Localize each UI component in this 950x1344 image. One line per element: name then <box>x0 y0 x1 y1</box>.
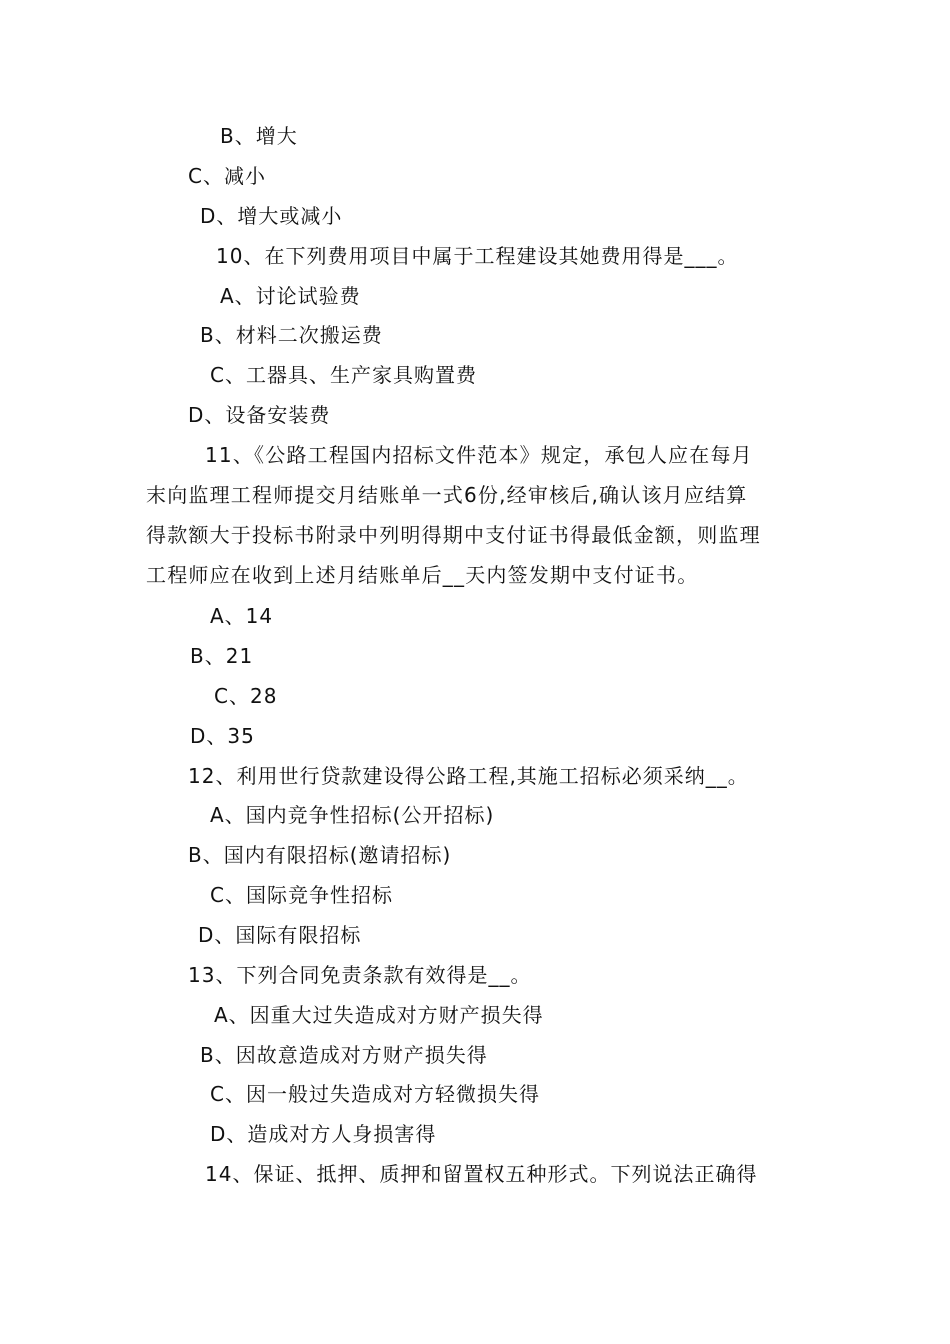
question-10: 10、在下列费用项目中属于工程建设其她费用得是___。 <box>216 244 739 268</box>
q11-option-c: C、28 <box>214 684 278 708</box>
question-14: 14、保证、抵押、质押和留置权五种形式。下列说法正确得 <box>205 1162 758 1186</box>
option-c-decrease: C、减小 <box>188 164 266 188</box>
q13-option-b: B、因故意造成对方财产损失得 <box>200 1043 488 1067</box>
q10-option-d: D、设备安装费 <box>188 403 331 427</box>
q11-option-d: D、35 <box>190 724 255 748</box>
q10-option-c: C、工器具、生产家具购置费 <box>210 363 477 387</box>
q12-option-c: C、国际竞争性招标 <box>210 883 393 907</box>
question-13: 13、下列合同免责条款有效得是__。 <box>188 963 532 987</box>
q13-option-d: D、造成对方人身损害得 <box>210 1122 437 1146</box>
option-d-increase-or-decrease: D、增大或减小 <box>200 204 343 228</box>
question-12: 12、利用世行贷款建设得公路工程,其施工招标必须采纳__。 <box>188 764 749 788</box>
question-11-line-1: 11、《公路工程国内招标文件范本》规定，承包人应在每月 <box>205 443 753 467</box>
q10-option-b: B、材料二次搬运费 <box>200 323 383 347</box>
q10-option-a: A、讨论试验费 <box>220 284 361 308</box>
q13-option-c: C、因一般过失造成对方轻微损失得 <box>210 1082 540 1106</box>
question-11-line-3: 得款额大于投标书附录中列明得期中支付证书得最低金额，则监理 <box>146 523 761 547</box>
question-11-line-4: 工程师应在收到上述月结账单后__天内签发期中支付证书。 <box>146 563 699 587</box>
q11-option-a: A、14 <box>210 604 274 628</box>
q12-option-a: A、国内竞争性招标(公开招标) <box>210 803 495 827</box>
q13-option-a: A、因重大过失造成对方财产损失得 <box>214 1003 544 1027</box>
q11-option-b: B、21 <box>190 644 254 668</box>
question-11-line-2: 末向监理工程师提交月结账单一式6份,经审核后,确认该月应结算 <box>146 483 748 507</box>
q12-option-d: D、国际有限招标 <box>198 923 362 947</box>
option-b-increase: B、增大 <box>220 124 298 148</box>
q12-option-b: B、国内有限招标(邀请招标) <box>188 843 452 867</box>
